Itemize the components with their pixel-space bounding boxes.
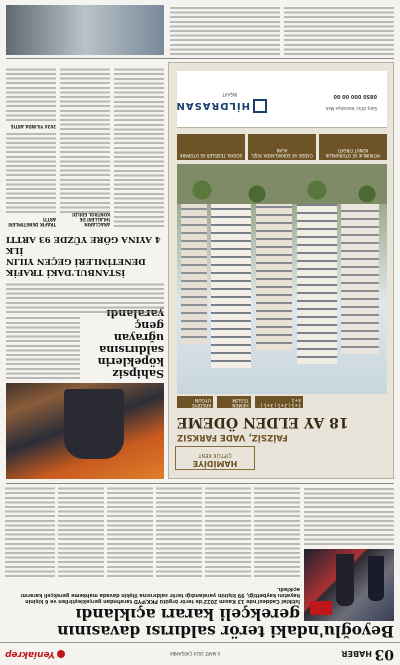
traffic-headline-2: DENETİMLERİ GEÇEN YILIN İLK bbox=[6, 245, 146, 266]
lead-headline-2: gerekçeli kararı açıklandı bbox=[75, 605, 300, 624]
bottom-col-1 bbox=[284, 5, 394, 55]
ad-building-render bbox=[177, 164, 387, 394]
traffic-subhead-2: TRAFİK DENETİMLERİ ARTTI bbox=[8, 217, 56, 227]
lead-body-col-0 bbox=[304, 487, 394, 545]
traffic-headline-box bbox=[6, 231, 164, 277]
phone-number: 0850 000 00 00 bbox=[333, 93, 377, 99]
photo-flag bbox=[310, 601, 332, 615]
lead-deck: İstiklal Caddesi'nde 13 Kasım 2022'de terör örgütü PKK/PYD tarafından gerçekleştirilen ve 6 kişinin hayatını kaybettiği, 99 kişinin yaralandığı terör saldırısına ilişkin davada mahkeme gerekçeli kararını açıkladı. bbox=[20, 586, 300, 604]
traffic-subhead-3: 2024 YILINDA ARTIŞ bbox=[10, 124, 56, 129]
side-story-body-1 bbox=[6, 315, 80, 379]
ad-block bbox=[168, 62, 394, 479]
bottom-col-2 bbox=[170, 5, 280, 55]
page-number: 03 bbox=[374, 646, 394, 662]
lead-body-col-2 bbox=[205, 487, 251, 577]
logo-mark-icon bbox=[57, 650, 65, 658]
divider bbox=[6, 483, 394, 484]
ad-feature: 1+1 | 2+1 | 3+1 | 4+1 bbox=[255, 396, 303, 408]
traffic-body-col-1 bbox=[114, 67, 164, 227]
side-story-photo bbox=[6, 383, 164, 479]
side-story-body-2 bbox=[6, 283, 164, 313]
contact-line: Satış Ofisi: Hamidiye Mah. bbox=[324, 106, 377, 111]
ad-brand: HAMİDİYE bbox=[192, 459, 238, 468]
logo bbox=[5, 647, 65, 661]
traffic-body-col-3 bbox=[6, 133, 56, 213]
side-headline-2: köpeklerin bbox=[97, 355, 164, 368]
ad-features bbox=[177, 396, 303, 408]
side-story-headline bbox=[84, 307, 164, 379]
ad-footnote: SOSYAL TESİSLER VE OTOPARK bbox=[177, 134, 245, 160]
date-text: 6 MART 2024 ÇARŞAMBA bbox=[169, 651, 220, 656]
ad-contact-area bbox=[177, 71, 387, 128]
side-headline-5: yaralandı bbox=[106, 307, 164, 320]
lead-body-col-5 bbox=[58, 487, 104, 577]
lead-body-col-4 bbox=[107, 487, 153, 577]
lead-body-col-6 bbox=[5, 487, 55, 577]
ad-footer-strip bbox=[177, 134, 387, 160]
traffic-body-col-4 bbox=[6, 67, 56, 121]
side-headline-4: uğrayan genç bbox=[113, 319, 164, 344]
building-4 bbox=[211, 198, 251, 368]
building-2 bbox=[297, 199, 337, 364]
ad-offer: 18 AY ELDEN ÖDEME bbox=[177, 414, 349, 430]
bottom-divider bbox=[6, 58, 394, 59]
building-1 bbox=[341, 204, 379, 354]
lead-photo bbox=[304, 549, 394, 621]
side-headline-1: Sahipsiz bbox=[112, 367, 164, 380]
company-sub: İNŞAAT bbox=[222, 92, 237, 97]
traffic-body-col-2 bbox=[60, 67, 110, 213]
lead-body-col-1 bbox=[254, 487, 300, 577]
lead-headline-1: Beyoğlu'ndaki terör saldırısı davasının bbox=[57, 622, 394, 641]
ad-slogan: FAİZSİZ, VADE FARKSIZ bbox=[177, 432, 288, 442]
section-label: HABER bbox=[341, 649, 372, 658]
company-logo-icon bbox=[253, 99, 267, 113]
building-3 bbox=[256, 202, 292, 350]
ad-brand-box bbox=[175, 446, 255, 470]
photo-figure-2 bbox=[336, 554, 354, 606]
ad-feature: HEMEN TESLİM bbox=[217, 396, 250, 408]
header-bar bbox=[0, 642, 400, 665]
traffic-headline-1: İSTANBUL'DAKİ TRAFİK bbox=[6, 267, 126, 277]
bottom-photo bbox=[6, 5, 164, 55]
ad-brand-sub: ÇİFTLİK KENT bbox=[198, 452, 232, 458]
logo-text: Yeniakrep bbox=[5, 649, 55, 659]
building-5 bbox=[181, 204, 207, 344]
photo-person bbox=[64, 389, 124, 459]
traffic-headline-3: 4 AYINA GÖRE YÜZDE 93 ARTTI bbox=[6, 234, 161, 244]
side-headline-3: saldırısına bbox=[99, 343, 164, 356]
photo-figure-1 bbox=[368, 556, 384, 601]
ad-footnote: YATIRIMLIK VE OTURUMLUK KONUT FIRSATI bbox=[319, 134, 387, 160]
ad-footnote: CADDE VE SOKAKLARDA YEŞİL ALAN bbox=[248, 134, 316, 160]
ad-feature: KREDİYE UYGUN bbox=[177, 396, 213, 408]
traffic-subhead-1: ARAÇLARIN İHLALLERİ DE KONTROL EDİLDİ bbox=[72, 212, 110, 227]
company-name: HİLDRASAN bbox=[175, 100, 250, 112]
lead-body-col-3 bbox=[156, 487, 202, 577]
ground-trees bbox=[177, 164, 387, 204]
company-logo bbox=[175, 99, 267, 113]
